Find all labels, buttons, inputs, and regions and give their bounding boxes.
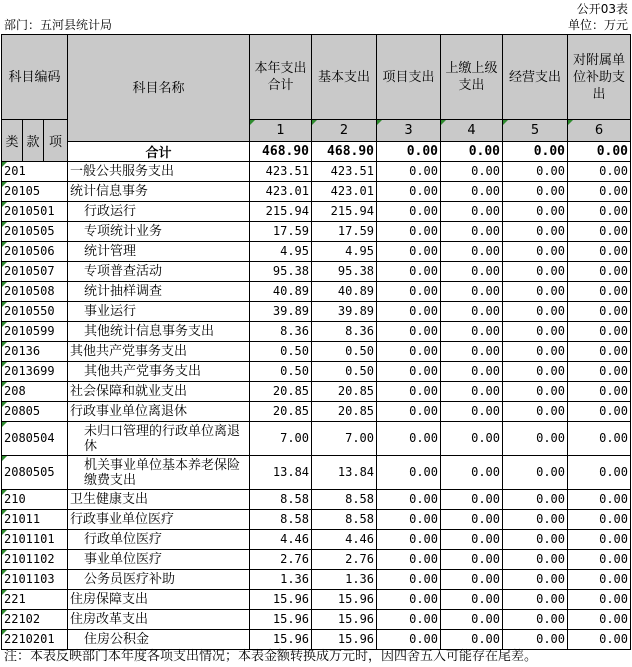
row-value-v4: 0.00: [441, 382, 503, 402]
row-name: 住房公积金: [68, 630, 250, 650]
row-value-v4: 0.00: [441, 362, 503, 382]
row-code: 2101101: [2, 530, 68, 550]
row-code: 20805: [2, 402, 68, 422]
row-value-v1: 7.00: [250, 422, 312, 456]
row-value-v4: 0.00: [441, 490, 503, 510]
row-value-v3: 0.00: [377, 162, 441, 182]
row-value-v2: 13.84: [312, 456, 377, 490]
row-value-v2: 20.85: [312, 402, 377, 422]
table-row: [2, 422, 631, 456]
row-value-v5: 0.00: [503, 362, 568, 382]
table-row: [2, 382, 631, 402]
row-value-v5: 0.00: [503, 550, 568, 570]
row-name: 事业运行: [68, 302, 250, 322]
header-kuan: 款: [23, 120, 44, 162]
row-name: 机关事业单位基本养老保险缴费支出: [68, 456, 250, 490]
row-value-v3: 0.00: [377, 590, 441, 610]
row-value-v5: 0.00: [503, 490, 568, 510]
form-number: 公开03表: [576, 2, 628, 16]
department-label: 部门：五河县统计局: [4, 18, 113, 32]
row-value-v5: 0.00: [503, 322, 568, 342]
row-value-v4: 0.00: [441, 302, 503, 322]
row-value-v2: 215.94: [312, 202, 377, 222]
row-value-v5: 0.00: [503, 456, 568, 490]
row-value-v3: 0.00: [377, 456, 441, 490]
row-value-v4: 0.00: [441, 182, 503, 202]
col-num-4: 4: [441, 120, 503, 142]
row-value-v1: 8.58: [250, 490, 312, 510]
expenditure-table: [1, 34, 631, 650]
header-business: 经营支出: [503, 35, 568, 120]
table-row: [2, 530, 631, 550]
row-value-v6: 0.00: [568, 610, 631, 630]
row-name: 统计信息事务: [68, 182, 250, 202]
row-value-v5: 0.00: [503, 162, 568, 182]
table-row: [2, 282, 631, 302]
row-value-v1: 39.89: [250, 302, 312, 322]
row-value-v4: 0.00: [441, 530, 503, 550]
row-value-v3: 0.00: [377, 510, 441, 530]
unit-label: 单位：万元: [567, 18, 628, 32]
row-value-v1: 15.96: [250, 610, 312, 630]
row-value-v3: 0.00: [377, 382, 441, 402]
row-value-v4: 0.00: [441, 282, 503, 302]
table-row: [2, 590, 631, 610]
row-value-v1: 20.85: [250, 402, 312, 422]
row-value-v2: 15.96: [312, 610, 377, 630]
row-value-v4: 0.00: [441, 610, 503, 630]
row-code: 2101102: [2, 550, 68, 570]
row-name: 事业单位医疗: [68, 550, 250, 570]
table-row: [2, 456, 631, 490]
row-code: 2080505: [2, 456, 68, 490]
row-value-v5: 0.00: [503, 590, 568, 610]
row-value-v1: 13.84: [250, 456, 312, 490]
row-value-v6: 0.00: [568, 242, 631, 262]
row-value-v1: 4.95: [250, 242, 312, 262]
row-value-v3: 0.00: [377, 322, 441, 342]
row-value-v6: 0.00: [568, 182, 631, 202]
row-code: 2101103: [2, 570, 68, 590]
row-value-v3: 0.00: [377, 550, 441, 570]
footnote: 注：本表反映部门本年度各项支出情况；本表金额转换成万元时，因四舍五入可能存在尾差。: [4, 649, 538, 664]
row-name: 住房保障支出: [68, 590, 250, 610]
row-code: 2010506: [2, 242, 68, 262]
row-name: 行政运行: [68, 202, 250, 222]
table-body: [2, 162, 631, 650]
header-project: 项目支出: [377, 35, 441, 120]
col-num-3: 3: [377, 120, 441, 142]
row-value-v6: 0.00: [568, 422, 631, 456]
row-value-v1: 2.76: [250, 550, 312, 570]
row-code: 2010550: [2, 302, 68, 322]
row-value-v1: 423.01: [250, 182, 312, 202]
row-value-v1: 423.51: [250, 162, 312, 182]
table-row: [2, 342, 631, 362]
row-value-v6: 0.00: [568, 202, 631, 222]
row-code: 2013699: [2, 362, 68, 382]
row-value-v5: 0.00: [503, 282, 568, 302]
row-value-v2: 2.76: [312, 550, 377, 570]
row-value-v2: 15.96: [312, 630, 377, 650]
row-name: 行政单位医疗: [68, 530, 250, 550]
row-value-v4: 0.00: [441, 590, 503, 610]
row-value-v4: 0.00: [441, 342, 503, 362]
row-value-v1: 15.96: [250, 630, 312, 650]
row-code: 221: [2, 590, 68, 610]
col-num-2: 2: [312, 120, 377, 142]
header-xiang: 项: [44, 120, 68, 162]
row-value-v2: 7.00: [312, 422, 377, 456]
row-value-v6: 0.00: [568, 362, 631, 382]
row-value-v6: 0.00: [568, 402, 631, 422]
row-value-v4: 0.00: [441, 630, 503, 650]
row-value-v4: 0.00: [441, 570, 503, 590]
row-code: 201: [2, 162, 68, 182]
row-value-v1: 0.50: [250, 342, 312, 362]
row-name: 统计管理: [68, 242, 250, 262]
row-value-v2: 95.38: [312, 262, 377, 282]
row-value-v4: 0.00: [441, 550, 503, 570]
header-upper: 上缴上级支出: [441, 35, 503, 120]
header-lei: 类: [2, 120, 23, 162]
row-value-v3: 0.00: [377, 342, 441, 362]
row-name: 公务员医疗补助: [68, 570, 250, 590]
table-row: [2, 242, 631, 262]
row-name: 一般公共服务支出: [68, 162, 250, 182]
header-subsidy: 对附属单位补助支出: [568, 35, 631, 120]
row-value-v1: 8.36: [250, 322, 312, 342]
row-code: 208: [2, 382, 68, 402]
table-row: [2, 222, 631, 242]
row-value-v2: 1.36: [312, 570, 377, 590]
row-value-v6: 0.00: [568, 630, 631, 650]
row-value-v1: 4.46: [250, 530, 312, 550]
table-row: [2, 322, 631, 342]
row-value-v4: 0.00: [441, 222, 503, 242]
table-row: [2, 550, 631, 570]
row-value-v1: 17.59: [250, 222, 312, 242]
row-value-v5: 0.00: [503, 182, 568, 202]
row-value-v5: 0.00: [503, 630, 568, 650]
table-row: [2, 570, 631, 590]
total-v2: 468.90: [312, 142, 377, 162]
row-name: 社会保障和就业支出: [68, 382, 250, 402]
row-name: 卫生健康支出: [68, 490, 250, 510]
row-value-v2: 39.89: [312, 302, 377, 322]
row-value-v5: 0.00: [503, 610, 568, 630]
row-value-v6: 0.00: [568, 282, 631, 302]
row-value-v6: 0.00: [568, 510, 631, 530]
row-value-v2: 4.95: [312, 242, 377, 262]
row-value-v3: 0.00: [377, 262, 441, 282]
row-value-v6: 0.00: [568, 342, 631, 362]
table-row: [2, 362, 631, 382]
row-name: 其他统计信息事务支出: [68, 322, 250, 342]
table-row: [2, 610, 631, 630]
row-value-v2: 17.59: [312, 222, 377, 242]
row-value-v3: 0.00: [377, 530, 441, 550]
row-value-v5: 0.00: [503, 382, 568, 402]
row-value-v4: 0.00: [441, 202, 503, 222]
row-value-v5: 0.00: [503, 422, 568, 456]
row-value-v3: 0.00: [377, 202, 441, 222]
row-value-v2: 8.36: [312, 322, 377, 342]
row-value-v5: 0.00: [503, 570, 568, 590]
header-basic: 基本支出: [312, 35, 377, 120]
row-value-v6: 0.00: [568, 302, 631, 322]
col-num-5: 5: [503, 120, 568, 142]
row-name: 行政事业单位医疗: [68, 510, 250, 530]
row-value-v3: 0.00: [377, 282, 441, 302]
row-name: 其他共产党事务支出: [68, 362, 250, 382]
row-value-v2: 0.50: [312, 342, 377, 362]
header-subject-name: 科目名称: [68, 35, 250, 142]
row-name: 专项统计业务: [68, 222, 250, 242]
row-value-v3: 0.00: [377, 182, 441, 202]
row-value-v1: 8.58: [250, 510, 312, 530]
row-value-v5: 0.00: [503, 302, 568, 322]
row-value-v3: 0.00: [377, 242, 441, 262]
row-value-v4: 0.00: [441, 322, 503, 342]
row-value-v6: 0.00: [568, 570, 631, 590]
table-row: [2, 510, 631, 530]
col-num-1: 1: [250, 120, 312, 142]
row-value-v6: 0.00: [568, 162, 631, 182]
header-subject-code: 科目编码: [2, 35, 68, 120]
row-value-v6: 0.00: [568, 262, 631, 282]
row-value-v4: 0.00: [441, 510, 503, 530]
row-value-v2: 15.96: [312, 590, 377, 610]
row-value-v2: 40.89: [312, 282, 377, 302]
department-unit-line: [0, 16, 632, 34]
row-value-v3: 0.00: [377, 570, 441, 590]
row-code: 210: [2, 490, 68, 510]
table-row: [2, 182, 631, 202]
table-row: [2, 302, 631, 322]
row-value-v1: 0.50: [250, 362, 312, 382]
row-code: 2010507: [2, 262, 68, 282]
row-code: 22102: [2, 610, 68, 630]
row-code: 2010505: [2, 222, 68, 242]
row-value-v5: 0.00: [503, 402, 568, 422]
row-value-v6: 0.00: [568, 322, 631, 342]
row-code: 2080504: [2, 422, 68, 456]
total-v1: 468.90: [250, 142, 312, 162]
row-value-v5: 0.00: [503, 202, 568, 222]
row-value-v4: 0.00: [441, 162, 503, 182]
row-value-v2: 4.46: [312, 530, 377, 550]
row-code: 21011: [2, 510, 68, 530]
row-value-v2: 8.58: [312, 510, 377, 530]
row-value-v3: 0.00: [377, 222, 441, 242]
row-code: 20136: [2, 342, 68, 362]
row-value-v6: 0.00: [568, 382, 631, 402]
row-value-v4: 0.00: [441, 262, 503, 282]
row-value-v6: 0.00: [568, 530, 631, 550]
row-value-v4: 0.00: [441, 242, 503, 262]
row-name: 住房改革支出: [68, 610, 250, 630]
total-v4: 0.00: [441, 142, 503, 162]
row-value-v2: 423.01: [312, 182, 377, 202]
row-value-v6: 0.00: [568, 222, 631, 242]
row-value-v1: 40.89: [250, 282, 312, 302]
row-value-v3: 0.00: [377, 402, 441, 422]
row-name: 专项普查活动: [68, 262, 250, 282]
row-value-v6: 0.00: [568, 490, 631, 510]
row-value-v6: 0.00: [568, 456, 631, 490]
row-value-v5: 0.00: [503, 262, 568, 282]
row-value-v5: 0.00: [503, 242, 568, 262]
table-row: [2, 402, 631, 422]
row-value-v5: 0.00: [503, 342, 568, 362]
row-value-v3: 0.00: [377, 610, 441, 630]
row-value-v5: 0.00: [503, 530, 568, 550]
row-value-v1: 95.38: [250, 262, 312, 282]
row-value-v3: 0.00: [377, 362, 441, 382]
row-code: 2010501: [2, 202, 68, 222]
row-value-v1: 20.85: [250, 382, 312, 402]
row-value-v3: 0.00: [377, 490, 441, 510]
row-code: 2010599: [2, 322, 68, 342]
row-value-v2: 8.58: [312, 490, 377, 510]
row-value-v1: 215.94: [250, 202, 312, 222]
row-value-v2: 423.51: [312, 162, 377, 182]
row-value-v1: 1.36: [250, 570, 312, 590]
header-total: 本年支出合计: [250, 35, 312, 120]
row-name: 行政事业单位离退休: [68, 402, 250, 422]
row-value-v3: 0.00: [377, 422, 441, 456]
row-value-v6: 0.00: [568, 590, 631, 610]
row-value-v4: 0.00: [441, 402, 503, 422]
table-row: [2, 202, 631, 222]
col-num-6: 6: [568, 120, 631, 142]
row-name: 其他共产党事务支出: [68, 342, 250, 362]
table-row: [2, 490, 631, 510]
total-v6: 0.00: [568, 142, 631, 162]
total-v3: 0.00: [377, 142, 441, 162]
table-row: [2, 162, 631, 182]
row-name: 未归口管理的行政单位离退休: [68, 422, 250, 456]
row-code: 2210201: [2, 630, 68, 650]
row-value-v2: 20.85: [312, 382, 377, 402]
row-value-v2: 0.50: [312, 362, 377, 382]
total-v5: 0.00: [503, 142, 568, 162]
row-value-v5: 0.00: [503, 510, 568, 530]
row-code: 2010508: [2, 282, 68, 302]
row-value-v5: 0.00: [503, 222, 568, 242]
row-code: 20105: [2, 182, 68, 202]
row-value-v3: 0.00: [377, 630, 441, 650]
row-value-v6: 0.00: [568, 550, 631, 570]
row-value-v1: 15.96: [250, 590, 312, 610]
total-label: 合计: [68, 142, 250, 162]
row-value-v4: 0.00: [441, 422, 503, 456]
table-row: [2, 262, 631, 282]
row-value-v4: 0.00: [441, 456, 503, 490]
row-value-v3: 0.00: [377, 302, 441, 322]
table-row: [2, 630, 631, 650]
row-name: 统计抽样调查: [68, 282, 250, 302]
